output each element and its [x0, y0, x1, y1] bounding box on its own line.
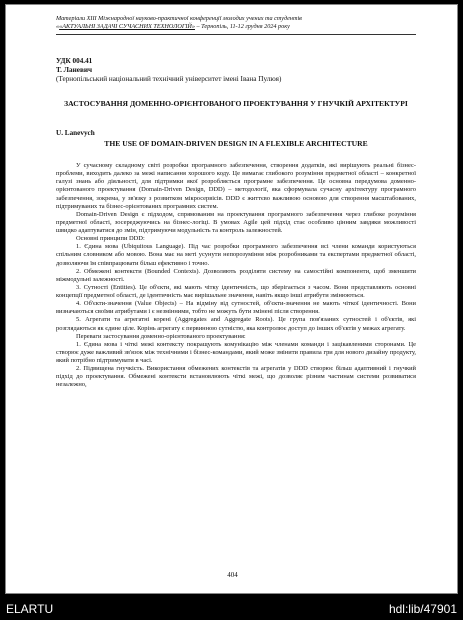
handle-id[interactable]: hdl:lib/47901	[388, 602, 457, 616]
body-paragraph: 5. Агрегати та агрегатні корені (Aggregates and Aggregate Roots). Це група пов'язаних сутностей і об'єктів, які розглядаються як єдине ціле. Корінь агрегату є первинною сутністю, яка контролює доступ до інших об'єктів у межах агрегату.	[56, 316, 416, 332]
body-paragraph: 3. Сутності (Entities). Це об'єкти, які мають чітку ідентичність, що зберігається з часом. Вони представляють основні концепції предметної області, де ідентичність має вирішальне значення, навіть якщо інші атрибути змінюються.	[56, 283, 416, 299]
body-paragraph: 2. Обмежені контексти (Bounded Contexts). Дозволяють розділяти систему на самостійні компоненти, щоб зменшити міжмодульні залежності.	[56, 267, 416, 283]
header-line-2: ««АКТУАЛЬНІ ЗАДАЧІ СУЧАСНИХ ТЕХНОЛОГІЙ» – Тернопіль, 11-12 грудня 2024 року	[56, 23, 290, 30]
conference-header	[56, 15, 416, 31]
author-uk: Т. Ланевич	[56, 66, 93, 74]
header-rule	[56, 34, 416, 35]
article-meta	[56, 57, 281, 84]
repository-name[interactable]: ELARTU	[6, 602, 54, 616]
body-paragraph: 1. Єдина мова (Ubiquitous Language). Під час розробки програмного забезпечення всі члени команди користуються спільним словником або мовою. Вона має на меті усунути непорозуміння між розробниками та експертами предметної області, дозволяючи їм співпрацювати більш ефективно і точно.	[56, 243, 416, 267]
body-paragraph: Переваги застосування доменно-орієнтованого проектування:	[76, 332, 246, 340]
article-title-en: THE USE OF DOMAIN-DRIVEN DESIGN IN A FLEXIBLE ARCHITECTURE	[104, 139, 368, 148]
header-conference-title: «АКТУАЛЬНІ ЗАДАЧІ СУЧАСНИХ ТЕХНОЛОГІЙ»	[59, 23, 195, 30]
author-en-block	[56, 129, 95, 138]
body-paragraph: Основні принципи DDD:	[76, 235, 145, 243]
author-en: U. Lanevych	[56, 129, 95, 137]
body-paragraph: 1. Єдина мова і чіткі межі контексту покращують комунікацію між членами команди і зацікавленими сторонами. Це створює дуже важливий зв'язок між технічними і бізнес-командами, який може змінити правила гри для нового дизайну продукту, який потрібно підтримувати в часі.	[56, 340, 416, 364]
udc-code: УДК 004.41	[56, 57, 93, 65]
page-number: 404	[227, 571, 238, 579]
article-title-uk: ЗАСТОСУВАННЯ ДОМЕННО-ОРІЄНТОВАНОГО ПРОЕКТУВАННЯ У ГНУЧКІЙ АРХІТЕКТУРІ	[64, 99, 408, 108]
body-paragraph: 4. Об'єкти-значення (Value Objects) – На відміну від сутностей, об'єкти-значення не мають чіткої ідентичності. Вони визначаються своїми атрибутами і є незмінними, тобто не можуть бути змінені після створення.	[56, 300, 416, 316]
body-paragraph: 2. Підвищена гнучкість. Використання обмежених контекстів та агрегатів у DDD створює більш адаптивний і гнучкий підхід до проектування. Обмежені контексти встановлюють чіткі межі, що дозволяє різним частинам системи розвиватися незалежно,	[56, 365, 416, 389]
viewer-footer	[0, 596, 463, 620]
body-paragraph: У сучасному складному світі розробки програмного забезпечення, створення додатків, які вирішують реальні бізнес-проблеми, виходить далеко за межі написання хорошого коду. Це вимагає глибокого розуміння предметної області – конкретної галузі знань або діяльності, для підтримки якої розробляється програмне забезпечення. Це основна передумова доменно-орієнтованого проектування (Domain-Driven Design, DDD) – методології, яка сформувала сучасну архітектуру програмного забезпечення, зокрема, у зв'язку з розвитком мікросервісів. DDD є життєво важливою основою для створення масштабованих, підтримуваних та бізнес-орієнтованих програмних систем.	[56, 162, 416, 210]
header-place-date: – Тернопіль, 11-12 грудня 2024 року	[194, 23, 290, 30]
body-paragraph: Domain-Driven Design є підходом, спрямованим на проектування програмного забезпечення через глибоке розуміння предметної області, зосереджуючись на бізнес-логіці. В умовах Agile цей підхід стає особливо цінним завдяки можливості швидко адаптуватися до змін, підтримуючи модульність та контроль залежностей.	[56, 210, 416, 234]
author-affiliation: (Тернопільський національний технічний університет імені Івана Пулюя)	[56, 75, 282, 83]
header-line-1: Матеріали XIII Міжнародної науково-практичної конференції молодих учених та студентів	[56, 15, 302, 22]
document-page	[5, 4, 458, 594]
article-body	[56, 162, 416, 390]
